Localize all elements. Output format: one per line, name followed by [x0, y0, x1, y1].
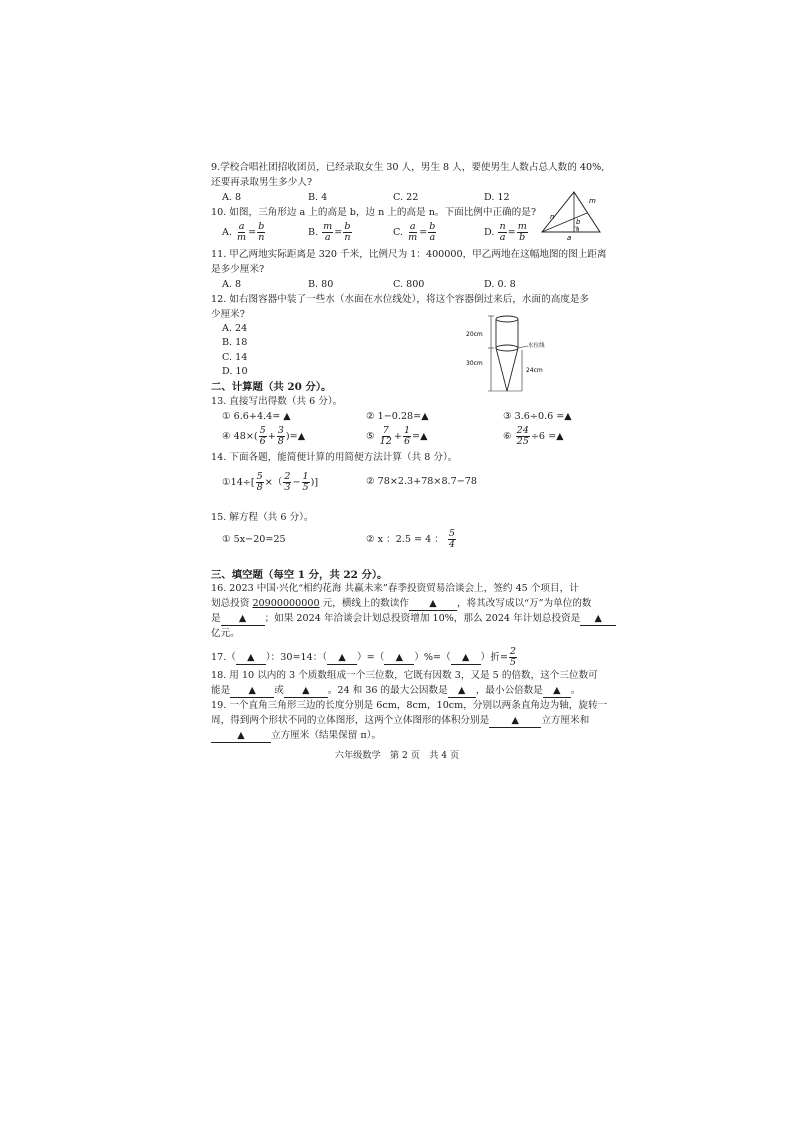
- fraction: $\frac{3}{8}$: [277, 425, 284, 447]
- label-n: n: [550, 213, 555, 221]
- q13-item-6: ⑥ $\frac{24}{25}$ ÷6 =▲: [503, 425, 564, 447]
- q11-option-b: B. 80: [308, 279, 334, 290]
- q13-title: 13. 直接写出得数（共 6 分）。: [211, 396, 343, 407]
- q11-stem-line1: 11. 甲乙两地实际距离是 320 千米，比例尺为 1：400000，甲乙两地在这幅地图的图上距离: [211, 249, 607, 260]
- answer-blank[interactable]: ▲: [580, 613, 616, 626]
- fraction: $\frac{b}{a}$: [429, 221, 436, 243]
- q9-option-b: B. 4: [308, 192, 328, 203]
- q14-title: 14. 下面各题，能简便计算的用简便方法计算（共 8 分）。: [211, 452, 458, 463]
- answer-blank[interactable]: ▲: [384, 652, 414, 665]
- answer-blank[interactable]: ▲: [451, 652, 481, 665]
- section2-title: 二、计算题（共 20 分）。: [211, 381, 332, 393]
- cylinder-top: [496, 316, 518, 322]
- label-24cm: 24cm: [526, 367, 543, 374]
- fraction: $\frac{2}{3}$: [284, 471, 291, 493]
- fraction: $\frac{1}{6}$: [403, 425, 411, 447]
- q10-option-a: A. $\frac{a}{m}$ = $\frac{b}{n}$: [222, 221, 265, 243]
- q10-stem: 10. 如图，三角形边 a 上的高是 b，边 n 上的高是 n。下面比例中正确的是?: [211, 207, 536, 218]
- q10-option-d: D. $\frac{n}{a}$ = $\frac{m}{b}$: [484, 221, 527, 243]
- q11-option-d: D. 0. 8: [484, 279, 516, 290]
- q12-stem-line2: 少厘米?: [211, 309, 245, 320]
- q14-item-1: ①14÷[ $\frac{5}{8}$ ×（ $\frac{2}{3}$ − $\frac{1}{5}$ )]: [222, 471, 319, 493]
- answer-blank[interactable]: ▲: [327, 652, 357, 665]
- q9-stem-line1: 9.学校合唱社团招收团员，已经录取女生 30 人，男生 8 人，要使男生人数占总人数的 40%,: [211, 162, 605, 173]
- label-30cm: 30cm: [466, 360, 483, 367]
- q19-line3: ▲ 立方厘米（结果保留 π）。: [211, 730, 381, 743]
- fraction: $\frac{n}{a}$: [499, 221, 506, 243]
- answer-blank[interactable]: ▲: [230, 685, 274, 698]
- fraction: $\frac{7}{12}$: [379, 425, 392, 447]
- label-a: a: [567, 234, 572, 242]
- q10-triangle-figure: [538, 186, 604, 242]
- q13-item-4: ④ 48×( $\frac{5}{6}$ + $\frac{3}{8}$ )=▲: [222, 425, 306, 447]
- q12-stem-line1: 12. 如右图容器中装了一些水（水面在水位线处），将这个容器倒过来后，水面的高度是多: [211, 294, 590, 305]
- cone-right: [507, 348, 518, 391]
- q13-item-2: ② 1−0.28=▲: [366, 411, 429, 422]
- investment-number: 20900000000: [252, 598, 320, 609]
- q13-item-1: ① 6.6+4.4= ▲: [222, 411, 291, 422]
- section3-title: 三、填空题（每空 1 分，共 22 分）。: [211, 569, 388, 581]
- label-b: b: [576, 218, 581, 226]
- q9-stem-line2: 还要再录取男生多少人?: [211, 177, 313, 188]
- q11-option-c: C. 800: [393, 279, 425, 290]
- q17-line: 17.（ ▲ ）：30=14：（ ▲ ）=（ ▲ ）%=（ ▲ ）折= $\frac{2}{5}$: [211, 646, 517, 668]
- q10-option-c: C. $\frac{a}{m}$ = $\frac{b}{a}$: [393, 221, 436, 243]
- fraction: $\frac{1}{5}$: [302, 471, 309, 493]
- q9-option-a: A. 8: [222, 192, 242, 203]
- q14-item-2: ② 78×2.3+78×8.7−78: [366, 476, 477, 487]
- fraction: $\frac{a}{m}$: [408, 221, 418, 243]
- fraction: $\frac{m}{a}$: [323, 221, 333, 243]
- fraction: $\frac{5}{8}$: [256, 471, 263, 493]
- q12-option-a: A. 24: [222, 323, 248, 334]
- q11-option-a: A. 8: [222, 279, 242, 290]
- q12-option-b: B. 18: [222, 337, 248, 348]
- answer-blank[interactable]: ▲: [543, 685, 571, 698]
- q9-option-c: C. 22: [393, 192, 419, 203]
- q10-option-b: B. $\frac{m}{a}$ = $\frac{b}{n}$: [308, 221, 351, 243]
- label-20cm: 20cm: [466, 331, 483, 338]
- q12-option-c: C. 14: [222, 352, 248, 363]
- answer-blank[interactable]: ▲: [236, 652, 266, 665]
- answer-blank[interactable]: ▲: [284, 685, 328, 698]
- q19-line1: 19. 一个直角三角形三边的长度分别是 6cm，8cm，10cm，分别以两条直角边为轴，旋转一: [211, 700, 608, 711]
- label-waterline: 水位线: [528, 343, 545, 349]
- fraction: $\frac{b}{n}$: [258, 221, 265, 243]
- q11-stem-line2: 是多少厘米?: [211, 264, 265, 275]
- answer-blank[interactable]: ▲: [221, 613, 265, 626]
- q9-option-d: D. 12: [484, 192, 510, 203]
- q15-item-2: ② x ：2.5 = 4 ： $\frac{5}{4}$: [366, 528, 456, 550]
- q19-line2: 周，得到两个形状不同的立体图形，这两个立体图形的体积分别是 ▲ 立方厘米和: [211, 715, 590, 726]
- q16-line2: 划总投资 20900000000 元，横线上的数读作 ▲ ，将其改写成以“万”为单位的数: [211, 598, 592, 609]
- fraction: $\frac{b}{n}$: [344, 221, 351, 243]
- answer-blank[interactable]: ▲: [211, 730, 271, 743]
- q12-container-figure: [464, 312, 556, 396]
- q13-item-3: ③ 3.6÷0.6 =▲: [503, 411, 572, 422]
- water-surface: [496, 345, 518, 351]
- answer-blank[interactable]: ▲: [448, 685, 476, 698]
- waterline-pointer: [518, 346, 528, 348]
- q13-item-5: ⑤ $\frac{7}{12}$ + $\frac{1}{6}$ =▲: [366, 425, 428, 447]
- fraction: $\frac{24}{25}$: [516, 425, 529, 447]
- q15-item-1: ① 5x−20=25: [222, 534, 286, 545]
- fraction: $\frac{m}{b}$: [517, 221, 527, 243]
- answer-blank[interactable]: ▲: [409, 598, 457, 611]
- q16-line1: 16. 2023 中国·兴化“相约花海 共赢未来”春季投资贸易洽谈会上，签约 45 个项目，计: [211, 583, 579, 594]
- q18-line1: 18. 用 10 以内的 3 个质数组成一个三位数，它既有因数 3，又是 5 的倍数，这个三位数可: [211, 670, 598, 681]
- fraction: $\frac{5}{6}$: [259, 425, 266, 447]
- q16-line4: 亿元。: [211, 628, 240, 639]
- q18-line2: 能是 ▲ 或 ▲ 。24 和 36 的最大公因数是 ▲ ，最小公倍数是 ▲ 。: [211, 685, 581, 696]
- q16-line3: 是 ▲ ；如果 2024 年洽谈会计划总投资增加 10%，那么 2024 年计划总投资是 ▲: [211, 613, 616, 626]
- q12-option-d: D. 10: [222, 366, 248, 377]
- page-footer: 六年级数学 第 2 页 共 4 页: [334, 750, 460, 761]
- label-m: m: [589, 197, 596, 205]
- answer-blank[interactable]: ▲: [489, 715, 541, 728]
- fraction: $\frac{2}{5}$: [509, 646, 517, 668]
- fraction: $\frac{a}{m}$: [237, 221, 247, 243]
- label-h: h: [576, 227, 580, 233]
- cone-left: [496, 348, 507, 391]
- q15-title: 15. 解方程（共 6 分）。: [211, 512, 314, 523]
- fraction: $\frac{5}{4}$: [448, 528, 456, 550]
